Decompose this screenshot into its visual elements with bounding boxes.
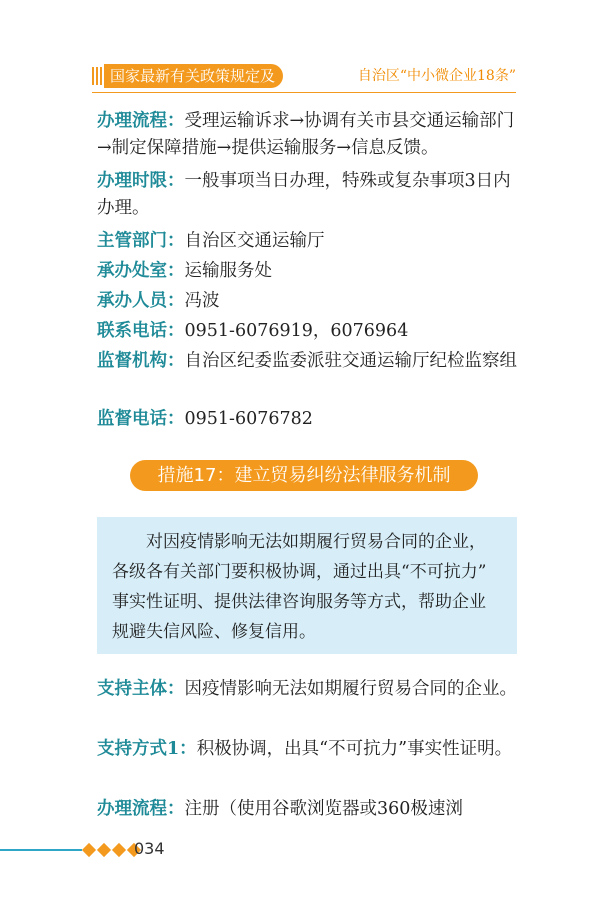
item-label: 办理时限：	[97, 171, 185, 191]
policy-summary-box	[97, 517, 517, 654]
page-header	[92, 64, 516, 88]
item-text: 一般事项当日办理，特殊或复杂事项3日内办理。	[97, 171, 511, 218]
summary-line: 事实性证明、提供法律咨询服务等方式，帮助企业	[112, 592, 486, 612]
page-number: 034	[134, 839, 165, 858]
item-process-2	[97, 796, 517, 823]
item-label: 支持主体：	[97, 679, 185, 699]
header-title: 国家最新有关政策规定及	[104, 64, 283, 88]
header-subtitle: 自治区“中小微企业18条”	[357, 68, 516, 84]
item-supervision	[97, 348, 517, 375]
item-text: 自治区纪委监委派驻交通运输厅纪检监察组	[184, 351, 517, 371]
item-text: 冯波	[184, 291, 220, 311]
item-text: 自治区交通运输厅	[184, 231, 325, 251]
summary-line: 规避失信风险、修复信用。	[112, 622, 316, 642]
item-staff	[97, 288, 517, 315]
item-label: 主管部门：	[97, 231, 185, 251]
item-label: 联系电话：	[97, 321, 185, 341]
item-office	[97, 258, 517, 285]
item-time-limit	[97, 168, 517, 222]
item-supervision-phone	[97, 406, 517, 433]
item-text: 0951-6076782	[184, 409, 313, 429]
item-label: 承办人员：	[97, 291, 185, 311]
footer-diamonds-decoration	[82, 843, 141, 857]
item-label: 支持方式1：	[97, 739, 197, 759]
item-label: 办理流程：	[97, 799, 185, 819]
item-phone	[97, 318, 517, 345]
item-department	[97, 228, 517, 255]
item-text: 因疫情影响无法如期履行贸易合同的企业。	[184, 679, 517, 699]
item-label: 监督机构：	[97, 351, 185, 371]
item-text: 注册（使用谷歌浏览器或360极速浏	[184, 799, 463, 819]
item-text: 运输服务处	[184, 261, 272, 281]
measure-title-badge: 措施17：建立贸易纠纷法律服务机制	[130, 460, 478, 491]
item-label: 办理流程：	[97, 111, 185, 131]
summary-line: 各级各有关部门要积极协调，通过出具“不可抗力”	[112, 562, 487, 582]
header-bars-decoration	[92, 67, 102, 85]
item-text: 受理运输诉求→协调有关市县交通运输部门→制定保障措施→提供运输服务→信息反馈。	[97, 111, 515, 158]
summary-line: 对因疫情影响无法如期履行贸易合同的企业，	[146, 532, 486, 552]
footer-line	[0, 849, 82, 851]
item-process	[97, 108, 517, 162]
item-support-method	[97, 736, 517, 763]
header-divider	[92, 92, 516, 93]
item-text: 积极协调，出具“不可抗力”事实性证明。	[196, 739, 513, 759]
item-label: 承办处室：	[97, 261, 185, 281]
item-support-subject	[97, 676, 517, 703]
item-label: 监督电话：	[97, 409, 185, 429]
item-text: 0951-6076919，6076964	[184, 321, 409, 341]
